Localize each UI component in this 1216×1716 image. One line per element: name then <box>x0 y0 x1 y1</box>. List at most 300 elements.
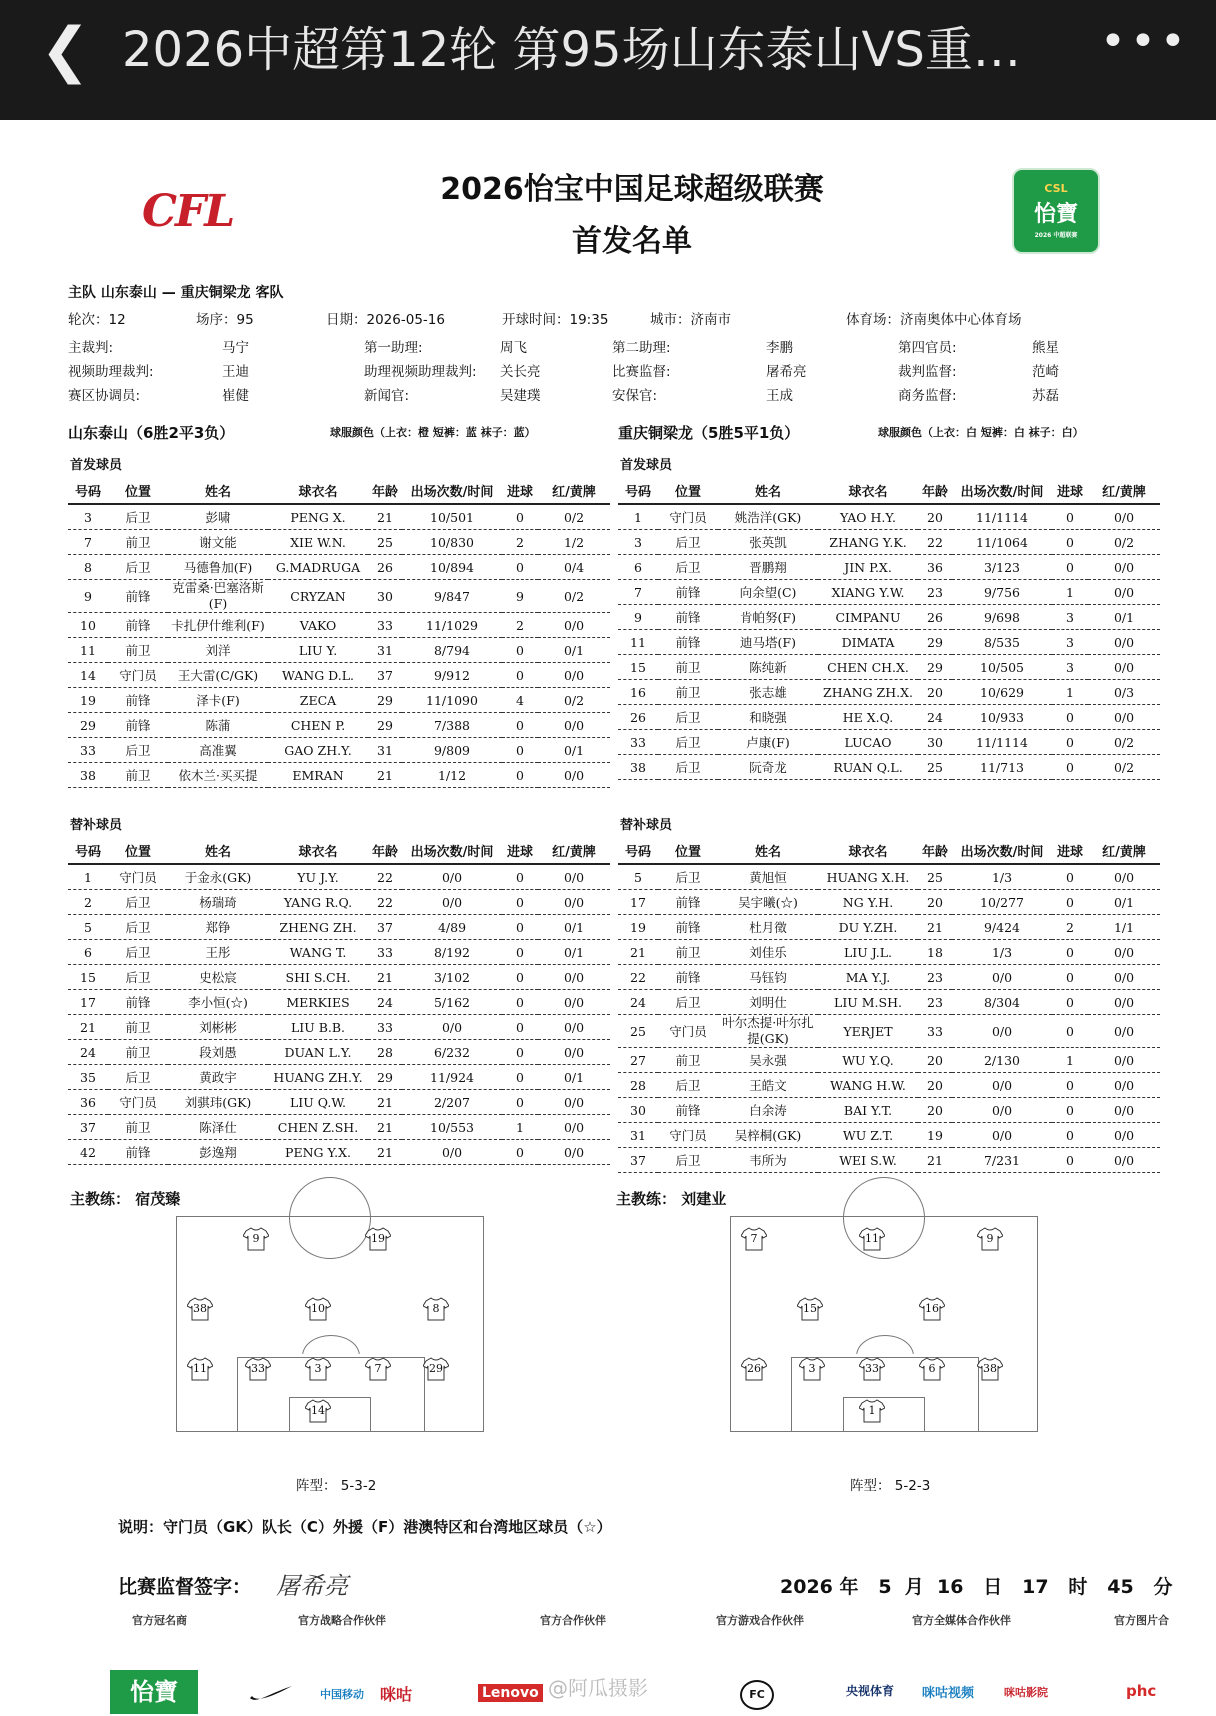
official-role: 主裁判: <box>68 340 114 356</box>
table-cell: 张英凯 <box>718 530 818 555</box>
ea-logo-icon: FC <box>740 1680 774 1710</box>
shirt-number: 38 <box>193 1302 207 1315</box>
official-name: 吴建璞 <box>500 388 541 404</box>
table-cell: 0/0 <box>1088 1148 1160 1173</box>
match-round: 轮次：12 <box>68 312 126 328</box>
table-row <box>618 730 1160 755</box>
table-cell: 守门员 <box>658 504 718 530</box>
column-header: 位置 <box>658 838 718 864</box>
column-header: 红/黄牌 <box>1088 478 1160 504</box>
match-city: 城市：济南市 <box>650 312 731 328</box>
table-cell: 0/0 <box>538 1090 610 1115</box>
table-cell: 29 <box>68 713 108 738</box>
table-row <box>68 1140 610 1165</box>
table-cell: 0/0 <box>952 1098 1052 1123</box>
table-row <box>68 688 610 713</box>
table-cell: 0/2 <box>538 688 610 713</box>
table-row <box>618 504 1160 530</box>
partner-title: 官方战略合作伙伴 <box>298 1614 386 1627</box>
table-cell: 0 <box>502 663 538 688</box>
table-cell: 前锋 <box>658 605 718 630</box>
player-shirt-icon <box>365 1357 391 1381</box>
shirt-number: 16 <box>925 1302 939 1315</box>
shirt-number: 15 <box>803 1302 817 1315</box>
table-cell: 吴宇曦(☆) <box>718 890 818 915</box>
table-cell: 3 <box>618 530 658 555</box>
table-cell: 0/4 <box>538 555 610 580</box>
away-kit-colors: 球服颜色（上衣：白 短裤：白 袜子：白） <box>878 426 1084 439</box>
official-role: 新闻官: <box>364 388 410 404</box>
home-formation: 阵型： 5-3-2 <box>296 1478 377 1494</box>
table-cell: 14 <box>68 663 108 688</box>
table-cell: 33 <box>368 1015 402 1040</box>
table-cell: 前卫 <box>658 680 718 705</box>
partner-title: 官方图片合 <box>1114 1614 1169 1627</box>
table-cell: YU J.Y. <box>268 864 368 890</box>
table-cell: 后卫 <box>108 915 168 940</box>
table-cell: 0 <box>502 990 538 1015</box>
table-row <box>68 990 610 1015</box>
home-subs-table <box>68 838 610 1165</box>
partner-title: 官方全媒体合作伙伴 <box>912 1614 1011 1627</box>
table-cell: 20 <box>918 1098 952 1123</box>
column-header: 号码 <box>618 478 658 504</box>
official-name: 王成 <box>766 388 793 404</box>
player-shirt-icon <box>977 1357 1003 1381</box>
table-row <box>68 940 610 965</box>
table-row <box>618 1048 1160 1073</box>
player-shirt-icon <box>423 1297 449 1321</box>
table-cell: 前锋 <box>658 890 718 915</box>
table-cell: 杜月徵 <box>718 915 818 940</box>
away-formation-pitch <box>730 1216 1038 1432</box>
table-cell: 0/2 <box>538 580 610 613</box>
official-name: 苏磊 <box>1032 388 1059 404</box>
home-coach: 主教练： 宿茂臻 <box>70 1190 181 1208</box>
official-role: 赛区协调员: <box>68 388 141 404</box>
table-cell: 王皓文 <box>718 1073 818 1098</box>
table-cell: 0 <box>1052 890 1088 915</box>
table-cell: 18 <box>918 940 952 965</box>
column-header: 进球 <box>1052 478 1088 504</box>
table-cell: 陈蒲 <box>168 713 268 738</box>
official-name: 屠希亮 <box>766 364 807 380</box>
official-role: 裁判监督: <box>898 364 957 380</box>
table-cell: PENG Y.X. <box>268 1140 368 1165</box>
table-row <box>618 605 1160 630</box>
table-header <box>618 478 1160 504</box>
table-row <box>68 1115 610 1140</box>
table-cell: 11 <box>68 638 108 663</box>
table-cell: 0 <box>1052 530 1088 555</box>
shirt-number: 26 <box>747 1362 761 1375</box>
table-cell: 3 <box>1052 605 1088 630</box>
table-cell: 10/505 <box>952 655 1052 680</box>
match-date: 日期：2026-05-16 <box>326 312 445 328</box>
table-cell: GAO ZH.Y. <box>268 738 368 763</box>
table-cell: 后卫 <box>108 890 168 915</box>
table-cell: 9/847 <box>402 580 502 613</box>
table-row <box>68 763 610 788</box>
table-cell: 前卫 <box>108 638 168 663</box>
table-cell: 0/0 <box>1088 990 1160 1015</box>
table-cell: 26 <box>368 555 402 580</box>
away-starters-label: 首发球员 <box>620 458 673 473</box>
column-header: 球衣名 <box>268 838 368 864</box>
table-cell: 刘骐玮(GK) <box>168 1090 268 1115</box>
table-row <box>618 630 1160 655</box>
table-cell: 前卫 <box>108 763 168 788</box>
player-shirt-icon <box>305 1297 331 1321</box>
table-cell: 前卫 <box>108 1115 168 1140</box>
table-cell: HUANG ZH.Y. <box>268 1065 368 1090</box>
column-header: 姓名 <box>168 838 268 864</box>
table-cell: 0 <box>1052 1073 1088 1098</box>
table-cell: 37 <box>68 1115 108 1140</box>
table-cell: 0 <box>1052 705 1088 730</box>
shirt-number: 14 <box>311 1404 325 1417</box>
away-starters-table <box>618 478 1160 780</box>
table-cell: 2/207 <box>402 1090 502 1115</box>
table-cell: WANG H.W. <box>818 1073 918 1098</box>
table-cell: 吴梓桐(GK) <box>718 1123 818 1148</box>
table-cell: 0/1 <box>1088 605 1160 630</box>
table-cell: 张志雄 <box>718 680 818 705</box>
table-cell: 0 <box>1052 1015 1088 1048</box>
player-shirt-icon <box>245 1357 271 1381</box>
table-cell: 前卫 <box>108 530 168 555</box>
table-cell: 0 <box>1052 1123 1088 1148</box>
table-cell: 0/2 <box>1088 755 1160 780</box>
csl-logo-bottom: 2026 中超联赛 <box>1034 232 1078 239</box>
table-row <box>68 915 610 940</box>
table-cell: 后卫 <box>108 965 168 990</box>
table-cell: 28 <box>618 1073 658 1098</box>
table-cell: 0/1 <box>538 1065 610 1090</box>
table-cell: 0/0 <box>1088 630 1160 655</box>
player-shirt-icon <box>423 1357 449 1381</box>
table-cell: 0/0 <box>538 965 610 990</box>
table-cell: 4/89 <box>402 915 502 940</box>
table-cell: 守门员 <box>108 864 168 890</box>
table-cell: 0 <box>502 1140 538 1165</box>
table-row <box>68 638 610 663</box>
table-cell: 卡扎伊什维利(F) <box>168 613 268 638</box>
table-cell: 15 <box>618 655 658 680</box>
column-header: 位置 <box>108 478 168 504</box>
table-cell: CHEN CH.X. <box>818 655 918 680</box>
official-name: 马宁 <box>222 340 249 356</box>
table-cell: 前卫 <box>658 940 718 965</box>
table-cell: 刘明仕 <box>718 990 818 1015</box>
table-cell: 前锋 <box>108 688 168 713</box>
table-cell: 前锋 <box>108 580 168 613</box>
chevron-left-icon[interactable]: ❮ <box>40 15 91 85</box>
table-cell: DUAN L.Y. <box>268 1040 368 1065</box>
table-cell: ZECA <box>268 688 368 713</box>
table-cell: CIMPANU <box>818 605 918 630</box>
table-cell: 刘洋 <box>168 638 268 663</box>
table-cell: 5/162 <box>402 990 502 1015</box>
shirt-number: 7 <box>750 1232 758 1245</box>
sponsor-migu: 咪咕 <box>380 1685 413 1704</box>
table-cell: 21 <box>368 504 402 530</box>
table-cell: 0/2 <box>538 504 610 530</box>
table-cell: JIN P.X. <box>818 555 918 580</box>
table-cell: ZHANG ZH.X. <box>818 680 918 705</box>
sponsor-yibao: 怡寶 <box>110 1670 198 1714</box>
table-cell: 后卫 <box>658 530 718 555</box>
table-cell: 肯帕努(F) <box>718 605 818 630</box>
table-cell: 33 <box>918 1015 952 1048</box>
official-role: 第一助理: <box>364 340 423 356</box>
table-row <box>68 613 610 638</box>
official-name: 李鹏 <box>766 340 793 356</box>
table-cell: 后卫 <box>108 738 168 763</box>
table-cell: 0 <box>1052 864 1088 890</box>
table-cell: 25 <box>918 864 952 890</box>
table-cell: 后卫 <box>658 990 718 1015</box>
match-game: 场序：95 <box>196 312 254 328</box>
table-cell: RUAN Q.L. <box>818 755 918 780</box>
shirt-number: 3 <box>314 1362 322 1375</box>
table-cell: 23 <box>918 580 952 605</box>
csl-logo-top: CSL <box>1044 182 1068 195</box>
table-cell: 0/0 <box>402 890 502 915</box>
table-cell: LIU Q.W. <box>268 1090 368 1115</box>
table-cell: 8/794 <box>402 638 502 663</box>
away-subs-label: 替补球员 <box>620 818 673 833</box>
table-cell: 前锋 <box>658 580 718 605</box>
table-cell: 0/0 <box>952 965 1052 990</box>
column-header: 出场次数/时间 <box>952 478 1052 504</box>
table-cell: 28 <box>368 1040 402 1065</box>
shirt-number: 10 <box>311 1302 325 1315</box>
column-header: 年龄 <box>918 478 952 504</box>
column-header: 姓名 <box>718 838 818 864</box>
table-cell: 2 <box>68 890 108 915</box>
table-row <box>618 580 1160 605</box>
table-cell: 22 <box>368 890 402 915</box>
table-cell: 前锋 <box>108 713 168 738</box>
table-cell: 42 <box>68 1140 108 1165</box>
more-dots-icon[interactable]: ••• <box>1100 16 1190 67</box>
table-cell: 6 <box>68 940 108 965</box>
table-cell: 后卫 <box>658 555 718 580</box>
table-cell: 7 <box>68 530 108 555</box>
table-cell: 17 <box>618 890 658 915</box>
player-shirt-icon <box>977 1227 1003 1251</box>
table-cell: 0/0 <box>1088 1073 1160 1098</box>
table-cell: 0/1 <box>538 738 610 763</box>
table-cell: WU Z.T. <box>818 1123 918 1148</box>
table-cell: 36 <box>68 1090 108 1115</box>
official-name: 王迪 <box>222 364 249 380</box>
shirt-number: 29 <box>429 1362 443 1375</box>
table-cell: 8 <box>68 555 108 580</box>
table-cell: HUANG X.H. <box>818 864 918 890</box>
table-cell: 37 <box>368 663 402 688</box>
column-header: 年龄 <box>918 838 952 864</box>
table-cell: LIU J.L. <box>818 940 918 965</box>
table-cell: 刘佳乐 <box>718 940 818 965</box>
table-header <box>618 838 1160 864</box>
table-cell: 9/809 <box>402 738 502 763</box>
table-cell: 38 <box>618 755 658 780</box>
table-cell: 前锋 <box>108 990 168 1015</box>
table-cell: 0/0 <box>1088 555 1160 580</box>
sponsor-cctv-sports: 央视体育 <box>846 1684 895 1698</box>
table-cell: 0/0 <box>1088 705 1160 730</box>
shirt-number: 9 <box>986 1232 994 1245</box>
table-cell: 0/0 <box>538 663 610 688</box>
doc-title: 2026怡宝中国足球超级联赛 <box>440 172 824 207</box>
table-row <box>68 965 610 990</box>
table-cell: 前卫 <box>658 1048 718 1073</box>
table-cell: 后卫 <box>658 705 718 730</box>
table-cell: 晋鹏翔 <box>718 555 818 580</box>
table-cell: 后卫 <box>108 555 168 580</box>
table-cell: 守门员 <box>658 1015 718 1048</box>
table-cell: 22 <box>618 965 658 990</box>
column-header: 号码 <box>618 838 658 864</box>
table-cell: 33 <box>368 613 402 638</box>
table-cell: 21 <box>618 940 658 965</box>
table-row <box>68 713 610 738</box>
table-cell: 15 <box>68 965 108 990</box>
official-role: 商务监督: <box>898 388 957 404</box>
table-cell: WU Y.Q. <box>818 1048 918 1073</box>
home-away-line: 主队 山东泰山 — 重庆铜梁龙 客队 <box>68 285 284 301</box>
table-cell: 0/0 <box>1088 1048 1160 1073</box>
table-cell: 1/12 <box>402 763 502 788</box>
table-cell: 11/1090 <box>402 688 502 713</box>
table-cell: 0/0 <box>952 1015 1052 1048</box>
column-header: 红/黄牌 <box>538 838 610 864</box>
away-formation: 阵型： 5-2-3 <box>850 1478 931 1494</box>
table-cell: 0 <box>502 1090 538 1115</box>
table-cell: 前锋 <box>658 915 718 940</box>
table-cell: 1/3 <box>952 940 1052 965</box>
table-cell: 0 <box>1052 1148 1088 1173</box>
table-cell: 30 <box>618 1098 658 1123</box>
table-cell: 0/0 <box>538 890 610 915</box>
table-cell: 前锋 <box>108 613 168 638</box>
table-cell: 0 <box>502 915 538 940</box>
table-row <box>618 705 1160 730</box>
table-cell: 高准翼 <box>168 738 268 763</box>
table-cell: 38 <box>68 763 108 788</box>
column-header: 进球 <box>502 478 538 504</box>
table-cell: 11/1064 <box>952 530 1052 555</box>
table-cell: 9/912 <box>402 663 502 688</box>
table-cell: 9/698 <box>952 605 1052 630</box>
table-cell: 0 <box>502 890 538 915</box>
table-cell: 20 <box>918 1048 952 1073</box>
table-cell: 守门员 <box>658 1123 718 1148</box>
table-cell: 24 <box>368 990 402 1015</box>
table-cell: 10/830 <box>402 530 502 555</box>
nike-swoosh-icon <box>248 1684 294 1702</box>
sponsor-lenovo: Lenovo <box>478 1684 543 1702</box>
table-cell: 17 <box>68 990 108 1015</box>
table-cell: 姚浩洋(GK) <box>718 504 818 530</box>
table-row <box>618 990 1160 1015</box>
table-row <box>68 890 610 915</box>
table-cell: 19 <box>918 1123 952 1148</box>
table-cell: WANG T. <box>268 940 368 965</box>
table-cell: 2 <box>1052 915 1088 940</box>
table-cell: 7/388 <box>402 713 502 738</box>
table-cell: CHEN Z.SH. <box>268 1115 368 1140</box>
shirt-number: 38 <box>983 1362 997 1375</box>
column-header: 红/黄牌 <box>1088 838 1160 864</box>
table-row <box>618 1073 1160 1098</box>
table-cell: 0 <box>1052 755 1088 780</box>
official-role: 第二助理: <box>612 340 671 356</box>
table-cell: 彭逸翔 <box>168 1140 268 1165</box>
official-name: 范崎 <box>1032 364 1059 380</box>
table-cell: 10/277 <box>952 890 1052 915</box>
table-cell: 0 <box>1052 504 1088 530</box>
table-cell: 后卫 <box>658 755 718 780</box>
player-shirt-icon <box>187 1297 213 1321</box>
table-cell: 21 <box>918 1148 952 1173</box>
player-shirt-icon <box>919 1297 945 1321</box>
table-cell: 0 <box>1052 940 1088 965</box>
table-row <box>618 965 1160 990</box>
shirt-number: 33 <box>251 1362 265 1375</box>
table-cell: 23 <box>918 990 952 1015</box>
table-cell: 37 <box>618 1148 658 1173</box>
table-cell: 3/102 <box>402 965 502 990</box>
table-cell: 24 <box>918 705 952 730</box>
table-header <box>68 478 610 504</box>
table-cell: 0 <box>502 1040 538 1065</box>
table-cell: 刘彬彬 <box>168 1015 268 1040</box>
table-cell: 23 <box>918 965 952 990</box>
table-cell: 白余涛 <box>718 1098 818 1123</box>
table-cell: 3 <box>1052 655 1088 680</box>
table-cell: 30 <box>918 730 952 755</box>
sponsor-migu-cinema: 咪咕影院 <box>1004 1686 1048 1699</box>
column-header: 球衣名 <box>818 838 918 864</box>
column-header: 号码 <box>68 478 108 504</box>
table-cell: 11 <box>618 630 658 655</box>
table-row <box>618 864 1160 890</box>
table-cell: 陈纯新 <box>718 655 818 680</box>
table-cell: 史松宸 <box>168 965 268 990</box>
table-cell: YERJET <box>818 1015 918 1048</box>
table-cell: 0 <box>1052 730 1088 755</box>
table-cell: 0/2 <box>1088 730 1160 755</box>
table-cell: 前锋 <box>658 965 718 990</box>
table-cell: 1/2 <box>538 530 610 555</box>
table-cell: 1 <box>1052 580 1088 605</box>
table-cell: 0/0 <box>538 613 610 638</box>
table-cell: 33 <box>368 940 402 965</box>
table-cell: 29 <box>368 688 402 713</box>
home-starters-table <box>68 478 610 788</box>
table-cell: 0/1 <box>538 638 610 663</box>
table-row <box>618 915 1160 940</box>
table-cell: 0/0 <box>538 990 610 1015</box>
table-cell: 后卫 <box>108 1065 168 1090</box>
table-cell: DIMATA <box>818 630 918 655</box>
table-cell: 守门员 <box>108 663 168 688</box>
table-cell: ZHENG ZH. <box>268 915 368 940</box>
table-cell: 后卫 <box>658 1073 718 1098</box>
